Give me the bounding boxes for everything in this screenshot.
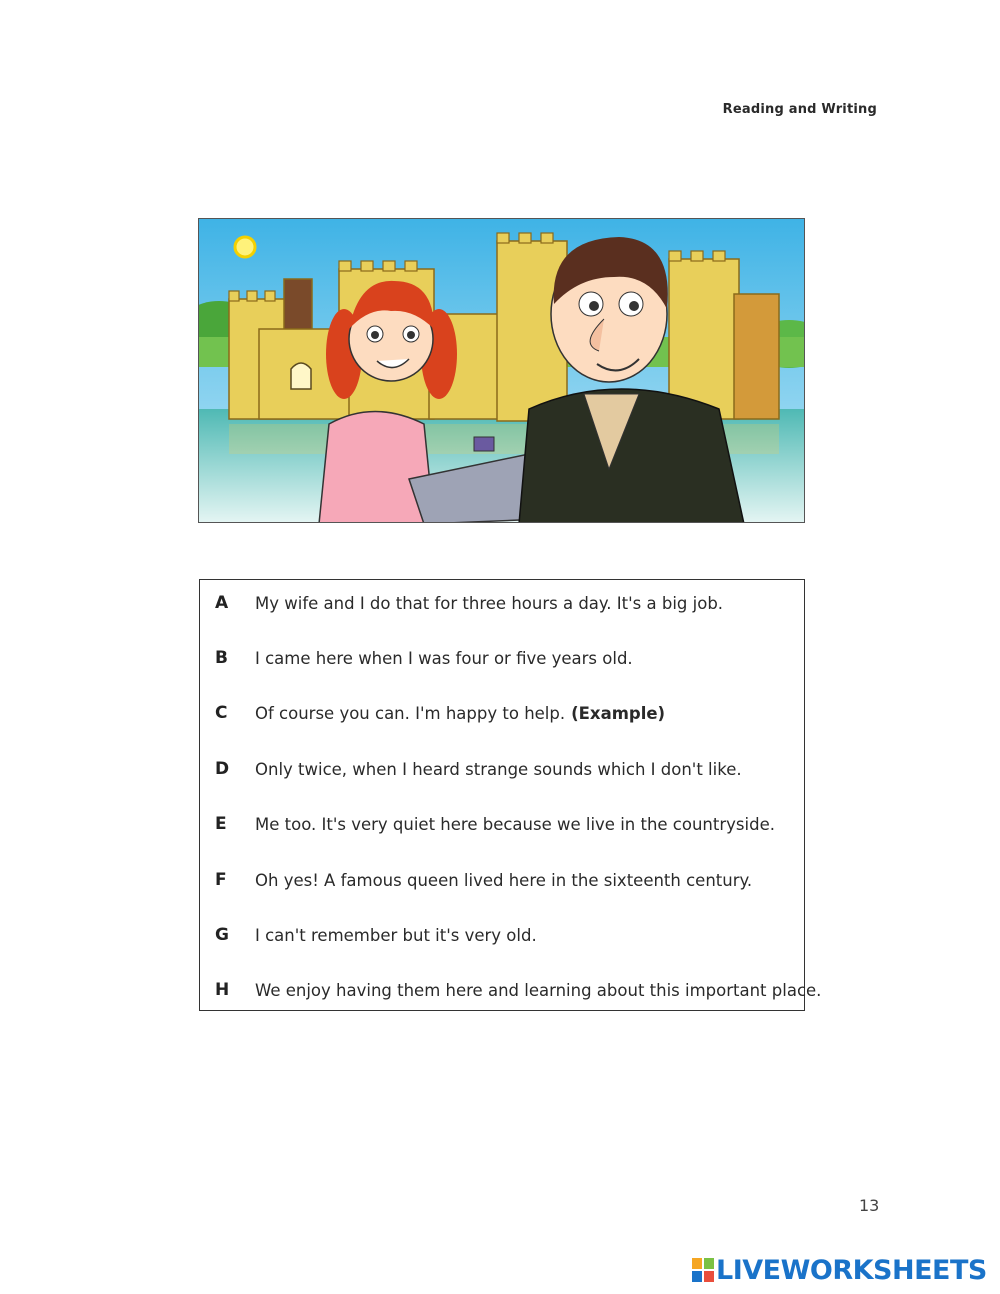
section-header: Reading and Writing (722, 102, 877, 117)
option-text-wrap (255, 704, 665, 723)
option-letter: F (215, 870, 227, 890)
example-tag: (Example) (571, 703, 666, 723)
option-text: I came here when I was four or five years old. (255, 648, 633, 668)
option-text: My wife and I do that for three hours a day. It's a big job. (255, 593, 724, 613)
option-letter: G (215, 925, 229, 945)
option-letter: E (215, 814, 227, 834)
option-text: Of course you can. I'm happy to help. (255, 703, 566, 723)
option-text: We enjoy having them here and learning about this important place. (255, 980, 822, 1000)
option-text: I can't remember but it's very old. (255, 925, 537, 945)
liveworksheets-logo-icon (692, 1258, 714, 1282)
brand-name: LIVEWORKSHEETS (716, 1254, 987, 1286)
option-text: Me too. It's very quiet here because we live in the countryside. (255, 814, 775, 834)
option-letter: B (215, 648, 228, 668)
option-letter: D (215, 759, 230, 779)
option-text: Only twice, when I heard strange sounds which I don't like. (255, 759, 742, 779)
castle-scene-image (199, 219, 805, 523)
option-letter: C (215, 703, 228, 723)
castle-illustration (198, 218, 805, 523)
page-number: 13 (859, 1196, 880, 1215)
option-letter: A (215, 593, 229, 613)
option-letter: H (215, 980, 230, 1000)
answer-options-box (199, 579, 822, 1011)
option-text: Oh yes! A famous queen lived here in the sixteenth century. (255, 870, 753, 890)
liveworksheets-brand[interactable] (692, 1253, 987, 1287)
